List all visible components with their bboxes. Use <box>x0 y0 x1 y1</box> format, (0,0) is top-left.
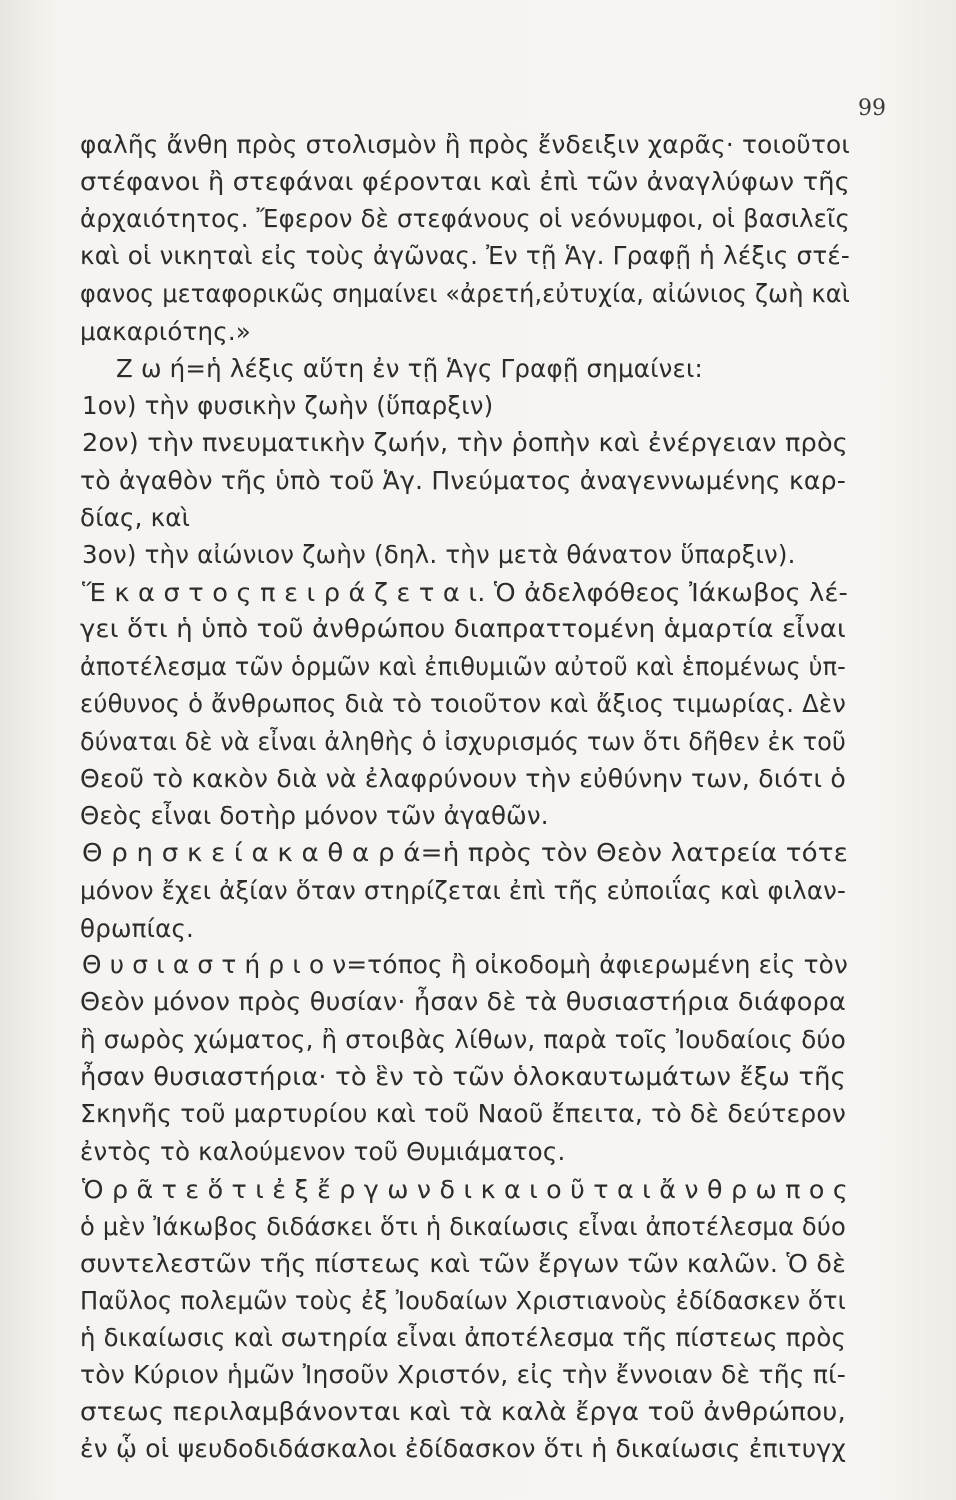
text-line: Θεὸν μόνον πρὸς θυσίαν· ἦσαν δὲ τὰ θυσιαστήρια διάφορα <box>80 987 846 1016</box>
text-line: Σκηνῆς τοῦ μαρτυρίου καὶ τοῦ Ναοῦ ἔπειτα, τὸ δὲ δεύτερον <box>80 1099 846 1128</box>
text-line: στεως περιλαμβάνονται καὶ τὰ καλὰ ἔργα τοῦ ἀνθρώπου, <box>80 1397 846 1426</box>
text-line: Θ ρ η σ κ ε ί α κ α θ α ρ ά=ἡ πρὸς τὸν Θεὸν λατρεία τότε <box>82 838 848 867</box>
page-number: 99 <box>858 96 886 121</box>
text-line: ἀρχαιότητος. Ἔφερον δὲ στεφάνους οἱ νεόνυμφοι, οἱ βασιλεῖς <box>80 204 850 233</box>
text-line: φαλῆς ἄνθη πρὸς στολισμὸν ἢ πρὸς ἔνδειξιν χαρᾶς· τοιοῦτοι <box>80 130 850 159</box>
text-line: Ζ ω ή=ἡ λέξις αὕτη ἐν τῇ Ἁγς Γραφῇ σημαίνει: <box>116 354 703 383</box>
text-line: στέφανοι ἢ στεφάναι φέρονται καὶ ἐπὶ τῶν ἀναγλύφων τῆς <box>80 167 850 196</box>
text-line: ἐντὸς τὸ καλούμενον τοῦ Θυμιάματος. <box>80 1137 566 1166</box>
text-line: δύναται δὲ νὰ εἶναι ἀληθὴς ὁ ἰσχυρισμός των ὅτι δῆθεν ἐκ τοῦ <box>80 727 846 756</box>
text-line: Θεοῦ τὸ κακὸν διὰ νὰ ἐλαφρύνουν τὴν εὐθύνην των, διότι ὁ <box>80 764 846 793</box>
text-line: συντελεστῶν τῆς πίστεως καὶ τῶν ἔργων τῶν καλῶν. Ὁ δὲ <box>80 1249 846 1278</box>
text-line: καὶ οἱ νικηταὶ εἰς τοὺς ἀγῶνας. Ἐν τῇ Ἁγ. Γραφῇ ἡ λέξις στέ- <box>80 241 851 270</box>
text-line: δίας, καὶ <box>80 503 191 532</box>
text-line: ἦσαν θυσιαστήρια· τὸ ἓν τὸ τῶν ὁλοκαυτωμάτων ἔξω τῆς <box>80 1062 846 1091</box>
text-line: ἢ σωρὸς χώματος, ἢ στοιβὰς λίθων, παρὰ τοῖς Ἰουδαίοις δύο <box>80 1025 846 1054</box>
text-line: θρωπίας. <box>80 914 195 943</box>
text-line: τὸ ἀγαθὸν τῆς ὑπὸ τοῦ Ἁγ. Πνεύματος ἀναγεννωμένης καρ- <box>80 466 846 495</box>
text-line: 3ον) τὴν αἰώνιον ζωὴν (δηλ. τὴν μετὰ θάνατον ὕπαρξιν). <box>82 540 796 569</box>
text-line: φανος μεταφορικῶς σημαίνει «ἀρετή,εὐτυχία, αἰώνιος ζωὴ καὶ <box>80 279 850 308</box>
text-line: μακαριότης.» <box>80 317 251 346</box>
text-line: ἐν ᾧ οἱ ψευδοδιδάσκαλοι ἐδίδασκον ὅτι ἡ δικαίωσις ἐπιτυγχ <box>80 1434 846 1463</box>
text-line: Θ υ σ ι α σ τ ή ρ ι ο ν=τόπος ἢ οἰκοδομὴ ἀφιερωμένη εἰς τὸν <box>82 950 849 979</box>
text-line: τὸν Κύριον ἡμῶν Ἰησοῦν Χριστόν, εἰς τὴν ἔννοιαν δὲ τῆς πί- <box>80 1360 846 1389</box>
text-line: Παῦλος πολεμῶν τοὺς ἐξ Ἰουδαίων Χριστιανοὺς ἐδίδασκεν ὅτι <box>80 1286 846 1315</box>
text-line: Θεὸς εἶναι δοτὴρ μόνον τῶν ἀγαθῶν. <box>80 801 549 830</box>
text-line: γει ὅτι ἡ ὑπὸ τοῦ ἀνθρώπου διαπραττομένη ἁμαρτία εἶναι <box>80 614 846 643</box>
text-line: Ἕ κ α σ τ ο ς π ε ι ρ ά ζ ε τ α ι. Ὁ ἀδελφόθεος Ἰάκωβος λέ- <box>82 578 848 607</box>
text-line: μόνον ἔχει ἀξίαν ὅταν στηρίζεται ἐπὶ τῆς εὐποιΐας καὶ φιλαν- <box>80 876 846 905</box>
text-line: ἀποτέλεσμα τῶν ὁρμῶν καὶ ἐπιθυμιῶν αὐτοῦ καὶ ἑπομένως ὑπ- <box>80 652 846 681</box>
text-line: ἡ δικαίωσις καὶ σωτηρία εἶναι ἀποτέλεσμα τῆς πίστεως πρὸς <box>80 1323 846 1352</box>
text-line: 2ον) τὴν πνευματικὴν ζωήν, τὴν ῥοπὴν καὶ ἐνέργειαν πρὸς <box>82 428 848 457</box>
text-line: 1ον) τὴν φυσικὴν ζωὴν (ὕπαρξιν) <box>82 391 494 420</box>
text-line: εύθυνος ὁ ἄνθρωπος διὰ τὸ τοιοῦτον καὶ ἄξιος τιμωρίας. Δὲν <box>80 689 846 718</box>
text-line: Ὁ ρ ᾶ τ ε ὅ τ ι ἐ ξ ἔ ρ γ ω ν δ ι κ α ι ο ῦ τ α ι ἄ ν θ ρ ω π ο ς <box>82 1175 848 1204</box>
text-line: ὁ μὲν Ἰάκωβος διδάσκει ὅτι ἡ δικαίωσις εἶναι ἀποτέλεσμα δύο <box>80 1212 846 1241</box>
